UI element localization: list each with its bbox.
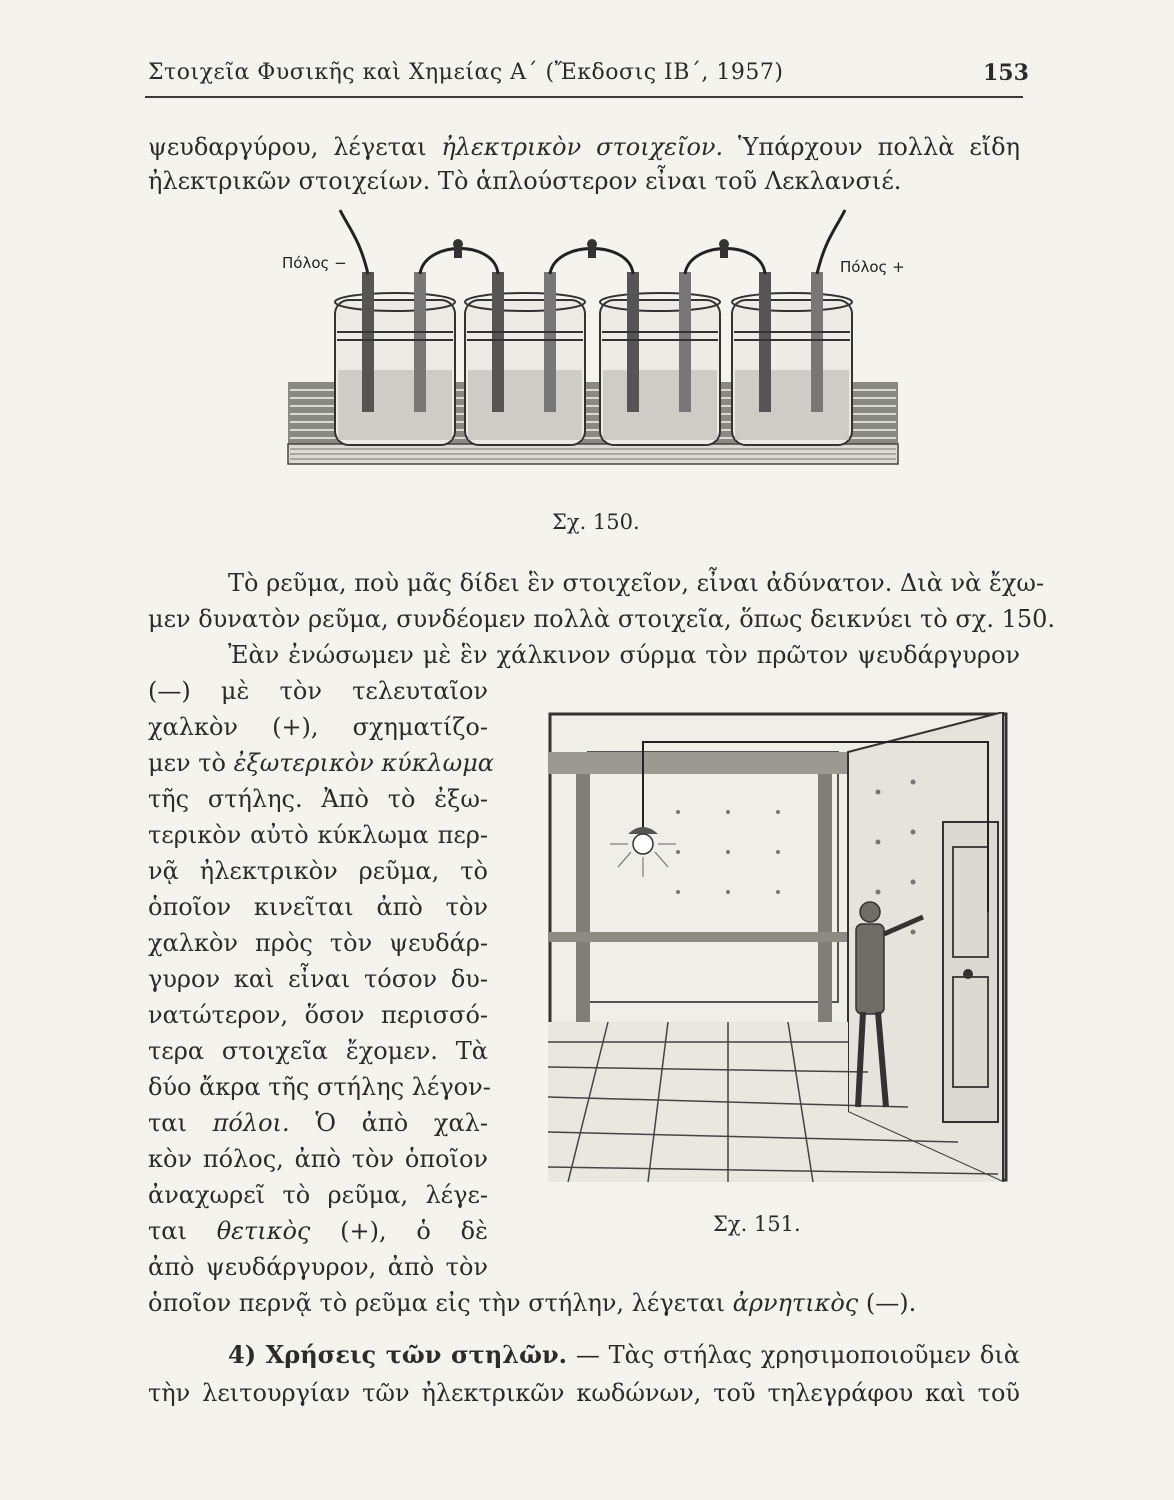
column-line-15: ἀναχωρεῖ τὸ ρεῦμα, λέγε- — [148, 1181, 488, 1209]
column-text: μεν τὸ — [148, 749, 234, 777]
section-4-heading: 4) Χρήσεις τῶν στηλῶν. — [228, 1340, 567, 1369]
figure-150-cells-illustration — [280, 200, 910, 475]
cell-jar-3 — [600, 272, 720, 445]
column-line-11: τερα στοιχεῖα ἔχομεν. Τὰ — [148, 1037, 488, 1065]
column-line-10: νατώτερον, ὅσον περισσό- — [148, 1001, 488, 1029]
figure-151-caption: Σχ. 151. — [713, 1212, 801, 1236]
column-line-12: δύο ἄκρα τῆς στήλης λέγον- — [148, 1073, 491, 1101]
section-4-line-2: τὴν λειτουργίαν τῶν ἠλεκτρικῶν κωδώνων, τοῦ τηλεγράφου καὶ τοῦ — [148, 1379, 1020, 1407]
column-line-16 — [148, 1216, 488, 1246]
para3-line-2 — [148, 1288, 988, 1318]
column-line-3 — [148, 748, 495, 778]
page-number: 153 — [983, 60, 1029, 86]
para3-text: ὁποῖον περνᾷ τὸ ρεῦμα εἰς τὴν στήλην, λέγεται — [148, 1289, 733, 1317]
term-poles: πόλοι. — [212, 1109, 290, 1137]
column-text: (+), ὁ δὲ — [310, 1217, 488, 1245]
intro-line-1 — [148, 132, 1020, 162]
figure-150-caption: Σχ. 150. — [552, 510, 640, 534]
column-line-13 — [148, 1108, 488, 1138]
positive-pole-label: Πόλος + — [840, 258, 905, 276]
term-electric-cell: ἠλεκτρικὸν στοιχεῖον. — [441, 133, 724, 161]
column-text: ται — [148, 1217, 217, 1245]
header-rule — [145, 96, 1023, 98]
column-line-4: τῆς στήλης. Ἀπὸ τὸ ἐξω- — [148, 785, 488, 813]
negative-pole-label: Πόλος − — [282, 254, 347, 272]
term-external-circuit: ἐξωτερικὸν κύκλωμα — [233, 749, 495, 777]
section-4-line-1 — [228, 1340, 1020, 1370]
column-line-8: χαλκὸν πρὸς τὸν ψευδάρ- — [148, 929, 488, 957]
para2-line-1: Τὸ ρεῦμα, ποὺ μᾶς δίδει ἓν στοιχεῖον, εἶναι ἀδύνατον. Διὰ νὰ ἔχω- — [228, 569, 1045, 597]
cell-jar-1 — [335, 272, 455, 445]
column-line-14: κὸν πόλος, ἀπὸ τὸν ὁποῖον — [148, 1145, 488, 1173]
column-text: ται — [148, 1109, 213, 1137]
para3-text-end: (—). — [858, 1289, 917, 1317]
column-line-6: νᾷ ἠλεκτρικὸν ρεῦμα, τὸ — [148, 857, 488, 885]
figure-151-room-illustration — [548, 712, 1008, 1182]
column-line-7: ὁποῖον κινεῖται ἀπὸ τὸν — [148, 893, 488, 921]
column-line-2: χαλκὸν (+), σχηματίζο- — [148, 713, 488, 741]
intro-line-2: ἠλεκτρικῶν στοιχείων. Τὸ ἁπλούστερον εἶναι τοῦ Λεκλανσιέ. — [148, 167, 902, 195]
intro-text-end: Ὑπάρχουν πολλὰ εἴδη — [723, 133, 1020, 161]
cell-jar-4 — [732, 272, 852, 445]
cell-jar-2 — [465, 272, 585, 445]
section-4-text: — Τὰς στήλας χρησιμοποιοῦμεν διὰ — [566, 1341, 1021, 1369]
column-line-9: γυρον καὶ εἶναι τόσον δυ- — [148, 965, 488, 993]
column-line-5: τερικὸν αὐτὸ κύκλωμα περ- — [148, 821, 488, 849]
term-positive: θετικὸς — [216, 1217, 311, 1245]
term-negative: ἀρνητικὸς — [732, 1289, 859, 1317]
para2-line-2: μεν δυνατὸν ρεῦμα, συνδέομεν πολλὰ στοιχεῖα, ὅπως δεικνύει τὸ σχ. 150. — [148, 605, 1056, 633]
running-header: Στοιχεῖα Φυσικῆς καὶ Χημείας Α΄ (Ἔκδοσις ΙΒ΄, 1957) — [148, 60, 784, 85]
para3-line-1: ἀπὸ ψευδάργυρον, ἀπὸ τὸν — [148, 1253, 488, 1281]
column-text: Ὁ ἀπὸ χαλ- — [289, 1109, 488, 1137]
para2-line-3: Ἐὰν ἐνώσωμεν μὲ ἓν χάλκινον σύρμα τὸν πρῶτον ψευδάργυρον — [228, 641, 1020, 669]
column-line-1: (—) μὲ τὸν τελευταῖον — [148, 677, 488, 705]
intro-text: ψευδαργύρου, λέγεται — [148, 133, 442, 161]
